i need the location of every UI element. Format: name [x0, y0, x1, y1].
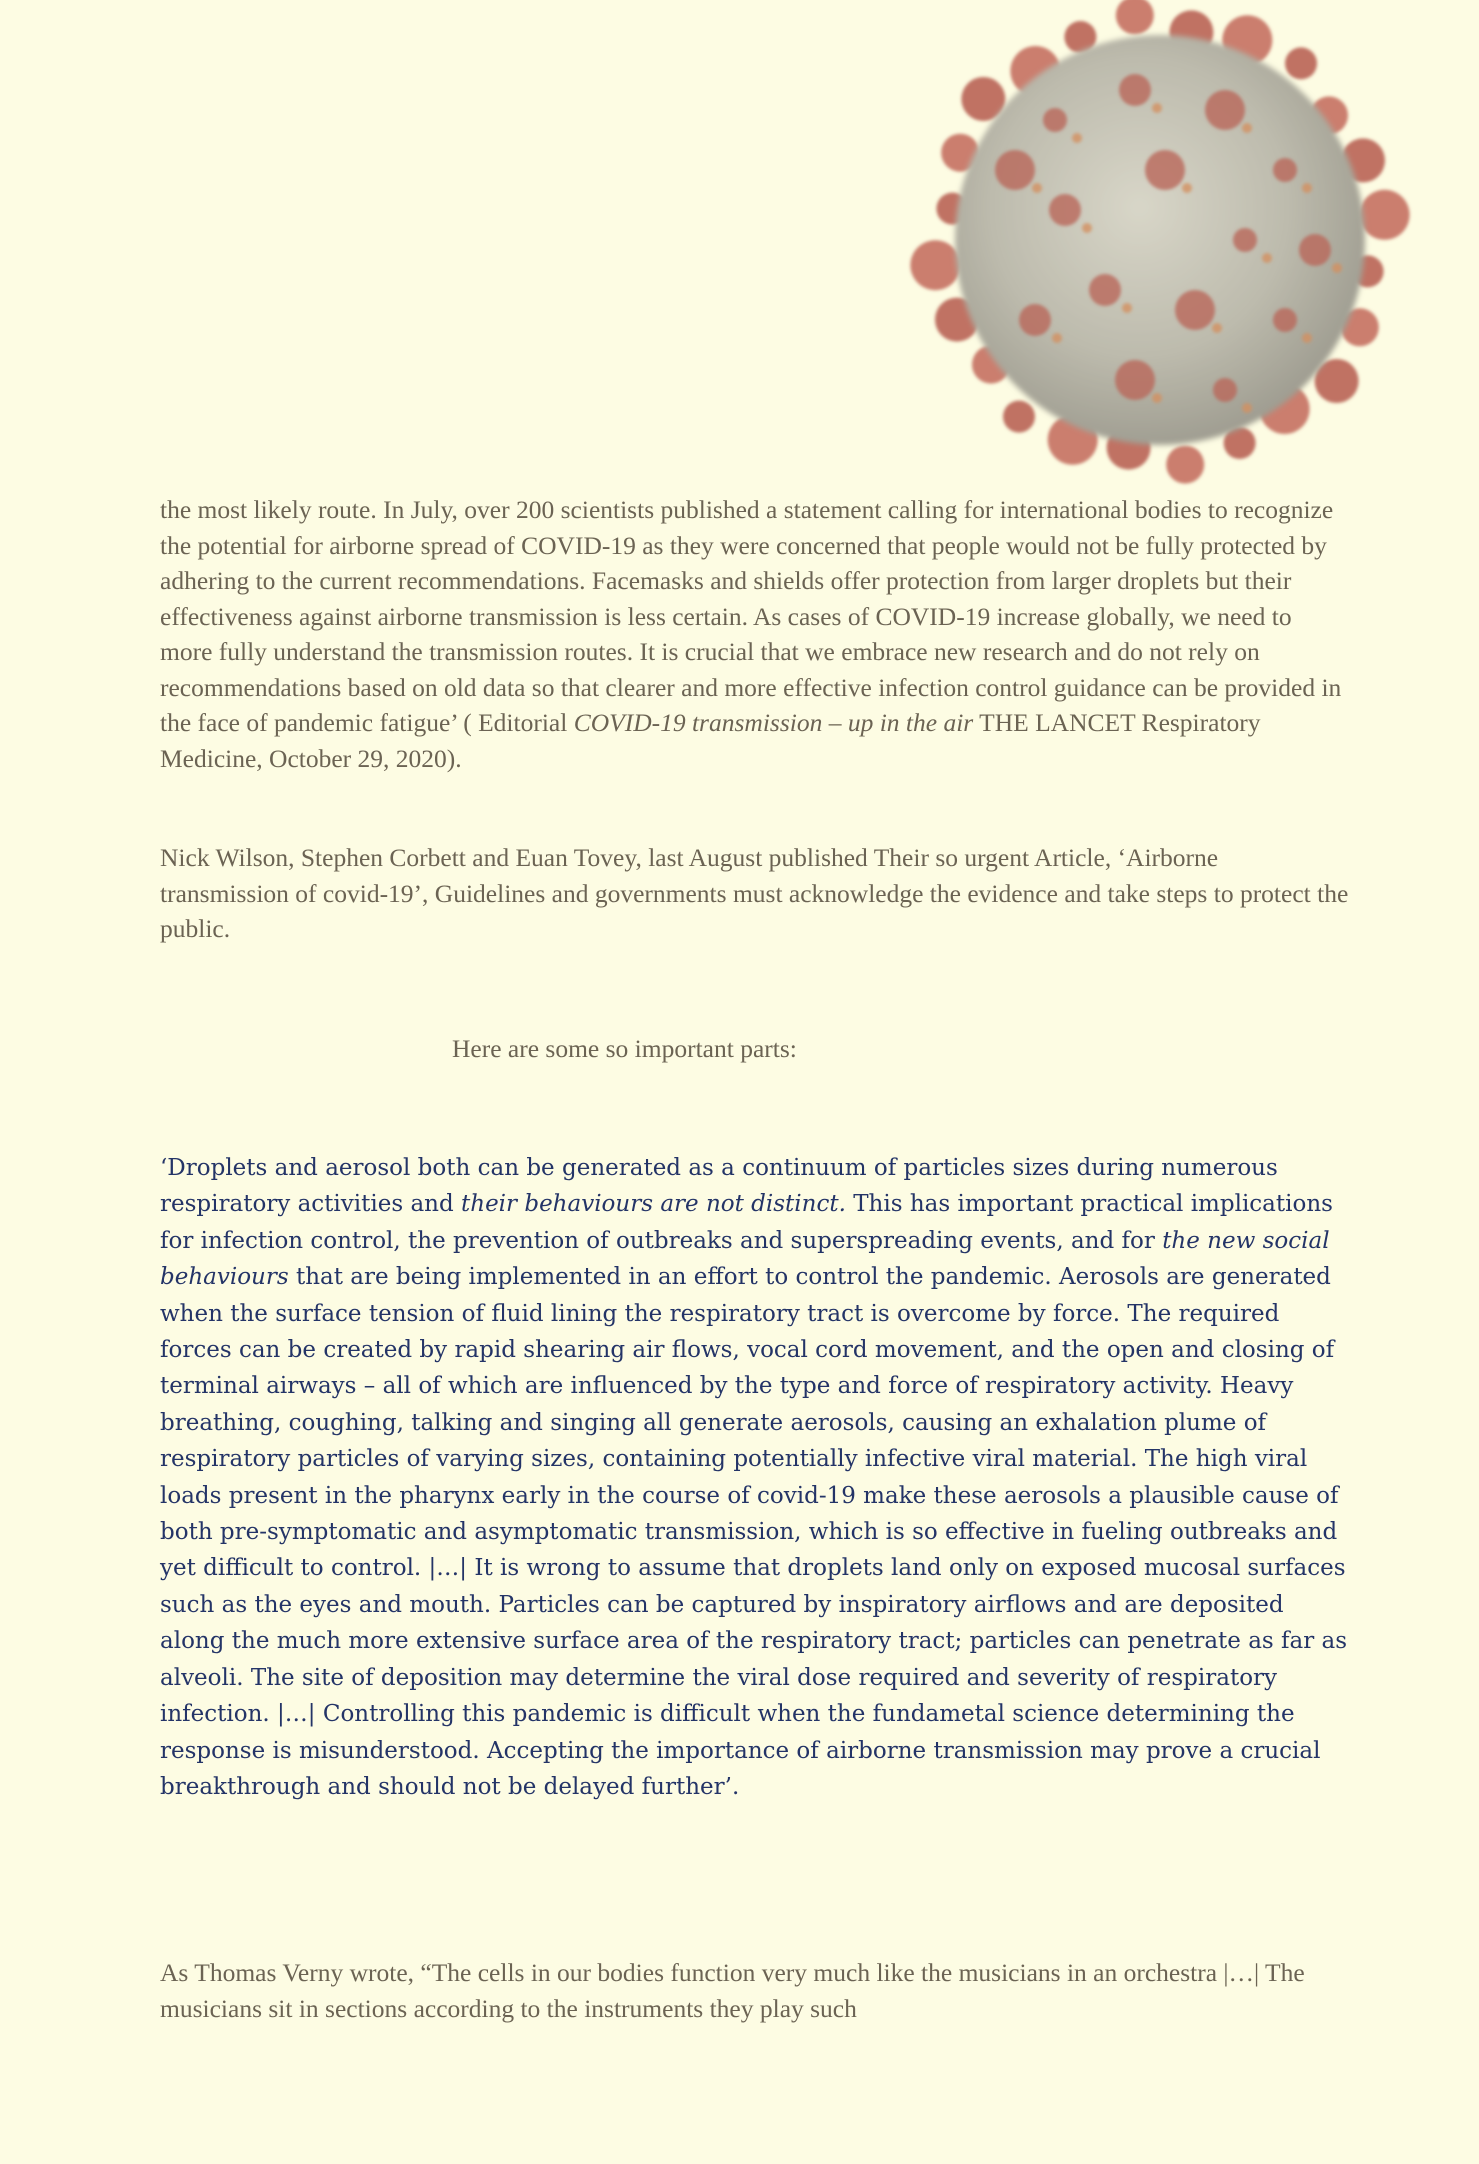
intro-line: Here are some so important parts: [452, 1034, 797, 1063]
coronavirus-icon [905, 0, 1415, 490]
editorial-title: COVID-19 transmission – up in the air [573, 708, 974, 737]
quoted-passage: ‘Droplets and aerosol both can be generated as a continuum of particles sizes during numerous respiratory activities and their behaviours are not distinct. This has important practical implications for infection control, the prevention of outbreaks and superspreading events, and for the new social behaviours that are being implemented in an effort to control the pandemic. Aerosols are generated when the surface tension of fluid lining the respiratory tract is overcome by force. The required forces can be created by rapid shearing air flows, vocal cord movement, and the open and closing of terminal airways – all of which are influenced by the type and force of respiratory activity. Heavy breathing, coughing, talking and singing all generate aerosols, causing an exhalation plume of respiratory particles of varying sizes, containing potentially infective viral material. The high viral loads present in the pharynx early in the course of covid-19 make these aerosols a plausible cause of both pre-symptomatic and asymptomatic transmission, which is so effective in fueling outbreaks and yet difficult to control. |…| It is wrong to assume that droplets land only on exposed mucosal surfaces such as the eyes and mouth. Particles can be captured by inspiratory airflows and are deposited along the much more extensive surface area of the respiratory tract; particles can penetrate as far as alveoli. The site of deposition may determine the viral dose required and severity of respiratory infection. |…| Controlling this pandemic is difficult when the fundametal science determining the response is misunderstood. Accepting the importance of airborne transmission may prove a crucial breakthrough and should not be delayed further’. [160, 1155, 1348, 1800]
editorial-paragraph: the most likely route. In July, over 200 scientists published a statement calling for international bodies to recognize the potential for airborne spread of COVID-19 as they were concerned that people would not be fully protected by adhering to the current recommendations. Facemasks and shields offer protection from larger droplets but their effectiveness against airborne transmission is less certain. As cases of COVID-19 increase globally, we need to more fully understand the transmission routes. It is crucial that we embrace new research and do not rely on recommendations based on old data so that clearer and more effective infection control guidance can be provided in the face of pandemic fatigue’ ( Editorial COVID-19 transmission – up in the air THE LANCET Respiratory Medicine, October 29, 2020). [160, 495, 1342, 773]
article-paragraph: Nick Wilson, Stephen Corbett and Euan Tovey, last August published Their so urgent Article, ‘Airborne transmission of covid-19’, Guidelines and governments must acknowledge the evidence and take steps to protect the public. [160, 843, 1349, 943]
verny-paragraph: As Thomas Verny wrote, “The cells in our bodies function very much like the musicians in an orchestra |…| The musicians sit in sections according to the instruments they play such [160, 1958, 1305, 2023]
